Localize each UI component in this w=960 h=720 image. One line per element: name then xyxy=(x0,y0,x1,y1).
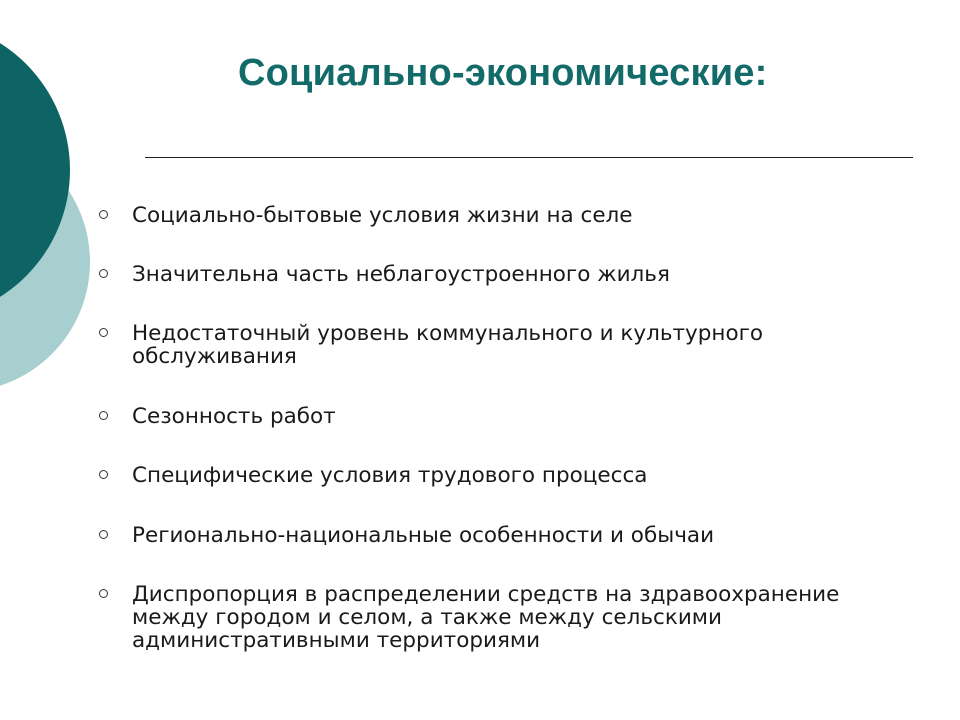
bullet-circle-icon xyxy=(99,411,108,420)
bullet-text: Регионально-национальные особенности и обычаи xyxy=(132,523,715,548)
bullet-text: Социально-бытовые условия жизни на селе xyxy=(132,203,633,228)
bullet-circle-icon xyxy=(99,328,108,337)
bullet-circle-icon xyxy=(99,210,108,219)
slide-title: Социально-экономические: xyxy=(238,52,768,94)
bullet-text: Специфические условия трудового процесса xyxy=(132,463,648,488)
bullet-circle-icon xyxy=(99,589,108,598)
bullet-circle-icon xyxy=(99,530,108,539)
title-divider xyxy=(145,157,913,158)
bullet-text: Недостаточный уровень коммунального и культурного обслуживания xyxy=(132,321,764,369)
bullet-text: Значительна часть неблагоустроенного жилья xyxy=(132,262,670,287)
bullet-text: Диспропорция в распределении средств на здравоохранение между городом и селом, а также между сельскими административными территориями xyxy=(132,582,840,653)
bullet-circle-icon xyxy=(99,269,108,278)
bullet-circle-icon xyxy=(99,470,108,479)
bullet-text: Сезонность работ xyxy=(132,404,336,429)
